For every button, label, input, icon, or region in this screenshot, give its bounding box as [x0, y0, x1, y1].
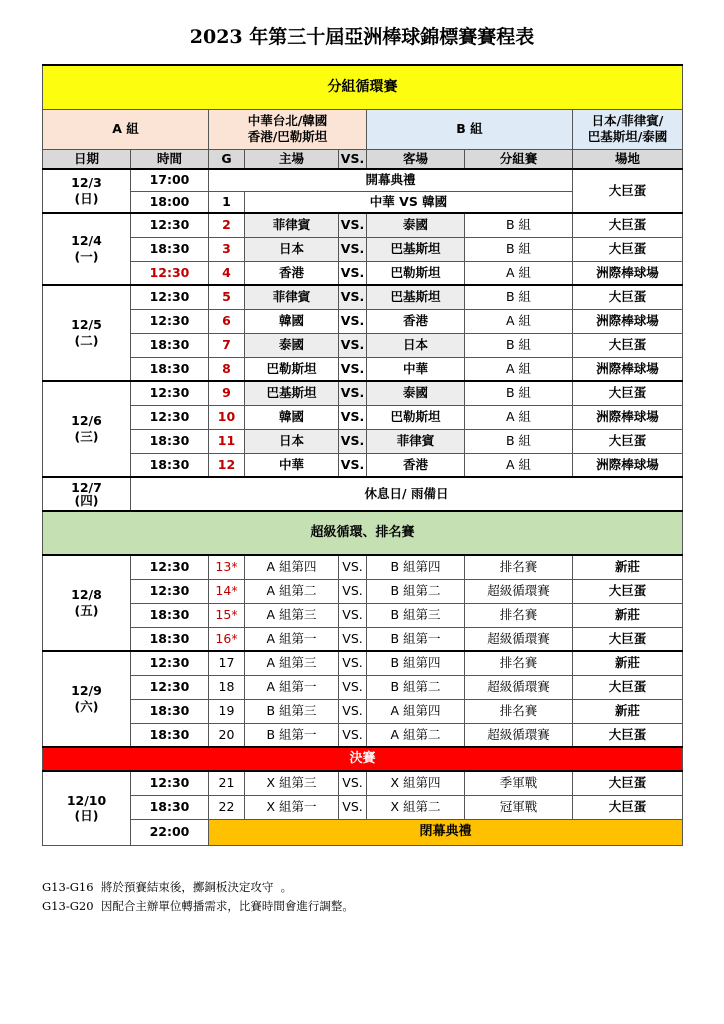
group-cell: B 組	[465, 285, 573, 309]
vs-label: VS.	[339, 771, 367, 795]
home-team: A 組第一	[245, 675, 339, 699]
time-cell: 18:30	[131, 723, 209, 747]
group-cell: A 組	[465, 309, 573, 333]
group-cell: B 組	[465, 333, 573, 357]
game-number: 9	[209, 381, 245, 405]
date-cell: 12/7 (四)	[43, 477, 131, 511]
group-cell: B 組	[465, 381, 573, 405]
page-title: 2023 年第三十屆亞洲棒球錦標賽賽程表	[189, 26, 535, 48]
home-team: 日本	[245, 237, 339, 261]
venue-cell: 大巨蛋	[573, 771, 683, 795]
game-number: 19	[209, 699, 245, 723]
away-team: 巴基斯坦	[367, 237, 465, 261]
vs-label: VS.	[339, 651, 367, 675]
game-number: 10	[209, 405, 245, 429]
venue-cell: 大巨蛋	[573, 213, 683, 237]
away-team: X 組第四	[367, 771, 465, 795]
time-cell: 12:30	[131, 579, 209, 603]
finals-header: 決賽	[43, 747, 683, 771]
away-team: X 組第二	[367, 795, 465, 819]
group-b-label: B 組	[367, 109, 573, 149]
vs-label: VS.	[339, 579, 367, 603]
venue-cell: 大巨蛋	[573, 795, 683, 819]
venue-cell: 洲際棒球場	[573, 309, 683, 333]
group-a-label: A 組	[43, 109, 209, 149]
away-team: 泰國	[367, 381, 465, 405]
game-number: 3	[209, 237, 245, 261]
home-team: X 組第三	[245, 771, 339, 795]
group-b-teams: 日本/菲律賓/ 巴基斯坦/泰國	[573, 109, 683, 149]
home-team: 韓國	[245, 309, 339, 333]
time-cell: 18:30	[131, 429, 209, 453]
home-team: 巴勒斯坦	[245, 357, 339, 381]
home-team: X 組第一	[245, 795, 339, 819]
game-number: 1	[209, 191, 245, 213]
date-cell: 12/5 (二)	[43, 285, 131, 381]
venue-cell: 大巨蛋	[573, 237, 683, 261]
vs-label: VS.	[339, 627, 367, 651]
game-number: 22	[209, 795, 245, 819]
footnote: G13-G16 將於預賽結束後，擲銅板決定攻守 。	[42, 880, 293, 894]
col-game: G	[209, 149, 245, 169]
away-team: B 組第二	[367, 579, 465, 603]
home-team: A 組第一	[245, 627, 339, 651]
group-cell: 超級循環賽	[465, 675, 573, 699]
date-cell: 12/9 (六)	[43, 651, 131, 747]
time-cell: 12:30	[131, 771, 209, 795]
vs-label: VS.	[339, 429, 367, 453]
vs-label: VS.	[339, 381, 367, 405]
group-cell: B 組	[465, 237, 573, 261]
vs-label: VS.	[339, 357, 367, 381]
match-cell: 中華 VS 韓國	[245, 191, 573, 213]
away-team: 巴勒斯坦	[367, 261, 465, 285]
game-number: 6	[209, 309, 245, 333]
away-team: B 組第二	[367, 675, 465, 699]
game-number: 21	[209, 771, 245, 795]
time-cell: 12:30	[131, 651, 209, 675]
away-team: 中華	[367, 357, 465, 381]
group-cell: A 組	[465, 357, 573, 381]
footnote: G13-G20 因配合主辦單位轉播需求，比賽時間會進行調整。	[42, 899, 354, 913]
venue-cell: 大巨蛋	[573, 381, 683, 405]
game-number: 7	[209, 333, 245, 357]
time-cell: 18:30	[131, 627, 209, 651]
game-number: 18	[209, 675, 245, 699]
group-cell: 排名賽	[465, 699, 573, 723]
date-cell: 12/3 (日)	[43, 169, 131, 213]
venue-cell: 大巨蛋	[573, 675, 683, 699]
group-cell: A 組	[465, 453, 573, 477]
away-team: 泰國	[367, 213, 465, 237]
game-number: 15*	[209, 603, 245, 627]
venue-cell: 新莊	[573, 699, 683, 723]
venue-cell: 新莊	[573, 651, 683, 675]
game-number: 4	[209, 261, 245, 285]
group-cell: 季軍戰	[465, 771, 573, 795]
time-cell: 17:00	[131, 169, 209, 191]
home-team: 菲律賓	[245, 285, 339, 309]
round-robin-header: 分組循環賽	[43, 65, 683, 109]
vs-label: VS.	[339, 795, 367, 819]
venue-cell: 新莊	[573, 555, 683, 579]
col-group: 分組賽	[465, 149, 573, 169]
date-cell: 12/10 (日)	[43, 771, 131, 845]
away-team: 巴勒斯坦	[367, 405, 465, 429]
col-vs: VS.	[339, 149, 367, 169]
super-round-header: 超級循環、排名賽	[43, 511, 683, 555]
group-cell: 排名賽	[465, 555, 573, 579]
vs-label: VS.	[339, 699, 367, 723]
time-cell: 18:30	[131, 453, 209, 477]
group-cell: 超級循環賽	[465, 579, 573, 603]
group-cell: 超級循環賽	[465, 627, 573, 651]
col-time: 時間	[131, 149, 209, 169]
schedule-table	[42, 64, 683, 846]
time-cell: 18:30	[131, 357, 209, 381]
home-team: B 組第三	[245, 699, 339, 723]
home-team: A 組第三	[245, 651, 339, 675]
col-date: 日期	[43, 149, 131, 169]
home-team: A 組第二	[245, 579, 339, 603]
opening-ceremony: 開幕典禮	[209, 169, 573, 191]
col-venue: 場地	[573, 149, 683, 169]
time-cell: 22:00	[131, 819, 209, 845]
venue-cell: 洲際棒球場	[573, 405, 683, 429]
home-team: 香港	[245, 261, 339, 285]
time-cell: 18:30	[131, 603, 209, 627]
group-cell: A 組	[465, 405, 573, 429]
vs-label: VS.	[339, 453, 367, 477]
date-cell: 12/4 (一)	[43, 213, 131, 285]
footnotes	[42, 878, 354, 916]
venue-cell: 新莊	[573, 603, 683, 627]
away-team: B 組第三	[367, 603, 465, 627]
away-team: 香港	[367, 309, 465, 333]
away-team: 香港	[367, 453, 465, 477]
vs-label: VS.	[339, 237, 367, 261]
venue-cell: 洲際棒球場	[573, 357, 683, 381]
venue-cell: 大巨蛋	[573, 333, 683, 357]
group-cell: 超級循環賽	[465, 723, 573, 747]
home-team: 巴基斯坦	[245, 381, 339, 405]
time-cell: 12:30	[131, 261, 209, 285]
vs-label: VS.	[339, 555, 367, 579]
home-team: 日本	[245, 429, 339, 453]
home-team: 韓國	[245, 405, 339, 429]
group-cell: B 組	[465, 429, 573, 453]
closing-ceremony: 閉幕典禮	[209, 819, 683, 845]
venue-cell: 大巨蛋	[573, 579, 683, 603]
col-home: 主場	[245, 149, 339, 169]
time-cell: 12:30	[131, 381, 209, 405]
vs-label: VS.	[339, 405, 367, 429]
vs-label: VS.	[339, 309, 367, 333]
group-cell: 冠軍戰	[465, 795, 573, 819]
away-team: 菲律賓	[367, 429, 465, 453]
time-cell: 12:30	[131, 285, 209, 309]
game-number: 14*	[209, 579, 245, 603]
time-cell: 18:00	[131, 191, 209, 213]
time-cell: 12:30	[131, 675, 209, 699]
venue-cell: 大巨蛋	[573, 285, 683, 309]
away-team: A 組第四	[367, 699, 465, 723]
game-number: 8	[209, 357, 245, 381]
vs-label: VS.	[339, 333, 367, 357]
time-cell: 18:30	[131, 795, 209, 819]
venue-cell: 大巨蛋	[573, 429, 683, 453]
game-number: 5	[209, 285, 245, 309]
away-team: A 組第二	[367, 723, 465, 747]
away-team: 日本	[367, 333, 465, 357]
vs-label: VS.	[339, 675, 367, 699]
date-cell: 12/8 (五)	[43, 555, 131, 651]
vs-label: VS.	[339, 723, 367, 747]
col-away: 客場	[367, 149, 465, 169]
game-number: 2	[209, 213, 245, 237]
time-cell: 12:30	[131, 309, 209, 333]
home-team: 泰國	[245, 333, 339, 357]
time-cell: 18:30	[131, 699, 209, 723]
home-team: 菲律賓	[245, 213, 339, 237]
vs-label: VS.	[339, 213, 367, 237]
time-cell: 12:30	[131, 405, 209, 429]
vs-label: VS.	[339, 285, 367, 309]
vs-label: VS.	[339, 261, 367, 285]
group-cell: A 組	[465, 261, 573, 285]
rest-day: 休息日/ 雨備日	[131, 477, 683, 511]
home-team: 中華	[245, 453, 339, 477]
game-number: 13*	[209, 555, 245, 579]
game-number: 11	[209, 429, 245, 453]
home-team: B 組第一	[245, 723, 339, 747]
group-a-teams: 中華台北/韓國 香港/巴勒斯坦	[209, 109, 367, 149]
away-team: 巴基斯坦	[367, 285, 465, 309]
group-cell: B 組	[465, 213, 573, 237]
home-team: A 組第四	[245, 555, 339, 579]
time-cell: 18:30	[131, 333, 209, 357]
time-cell: 12:30	[131, 213, 209, 237]
venue-cell: 大巨蛋	[573, 723, 683, 747]
venue-cell: 洲際棒球場	[573, 261, 683, 285]
group-cell: 排名賽	[465, 651, 573, 675]
vs-label: VS.	[339, 603, 367, 627]
away-team: B 組第一	[367, 627, 465, 651]
away-team: B 組第四	[367, 555, 465, 579]
date-cell: 12/6 (三)	[43, 381, 131, 477]
group-cell: 排名賽	[465, 603, 573, 627]
home-team: A 組第三	[245, 603, 339, 627]
venue-cell: 大巨蛋	[573, 169, 683, 213]
game-number: 12	[209, 453, 245, 477]
game-number: 20	[209, 723, 245, 747]
venue-cell: 大巨蛋	[573, 627, 683, 651]
game-number: 17	[209, 651, 245, 675]
game-number: 16*	[209, 627, 245, 651]
time-cell: 18:30	[131, 237, 209, 261]
away-team: B 組第四	[367, 651, 465, 675]
time-cell: 12:30	[131, 555, 209, 579]
venue-cell: 洲際棒球場	[573, 453, 683, 477]
